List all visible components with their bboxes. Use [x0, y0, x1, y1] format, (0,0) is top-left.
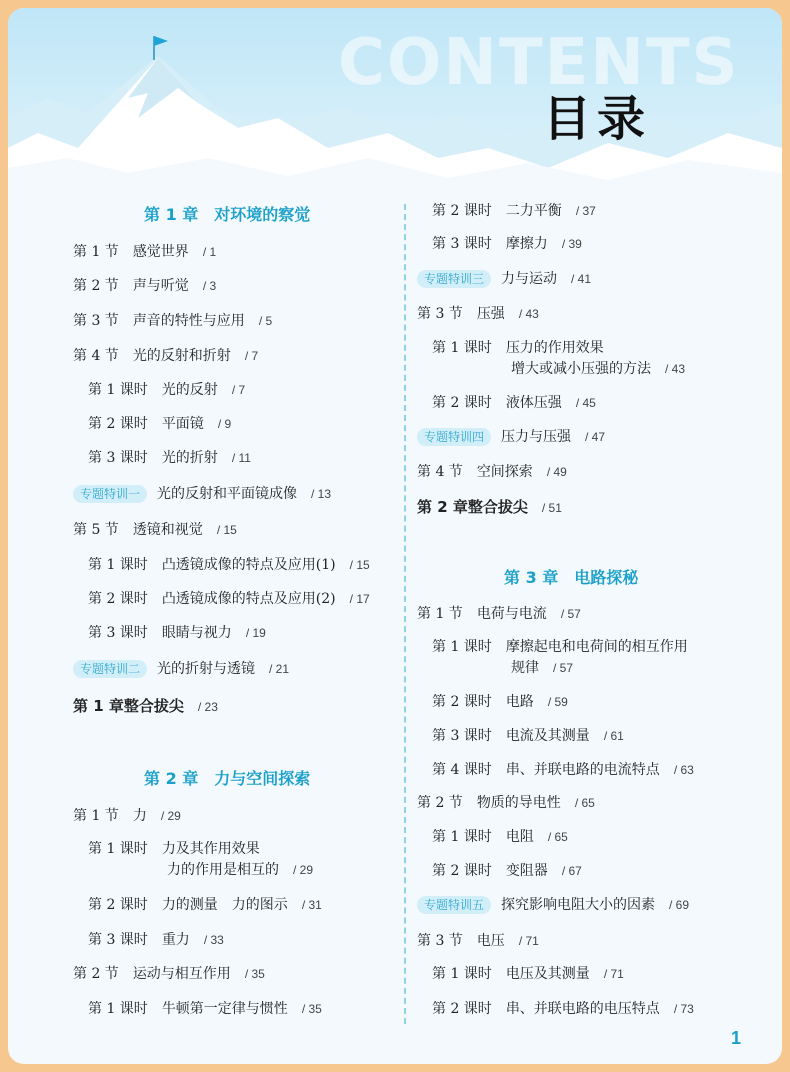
entry-page: / 33 [203, 933, 224, 947]
entry-label: 第 3 课时 [432, 236, 492, 252]
toc-entry[interactable] [73, 243, 216, 261]
toc-entry[interactable] [88, 896, 322, 914]
toc-entry[interactable] [417, 794, 595, 812]
contents-watermark: CONTENTS [338, 26, 740, 100]
entry-page: / 57 [560, 607, 581, 621]
toc-entry[interactable] [432, 235, 582, 253]
chapter-3-heading[interactable] [504, 565, 638, 588]
chapter-label: 第 1 章 [144, 205, 199, 224]
entry-page: / 29 [293, 863, 314, 877]
special-training-badge: 专题特训二 [73, 660, 147, 678]
entry-title: 光的折射与透镜 [157, 661, 256, 677]
toc-entry[interactable] [88, 931, 224, 949]
toc-page [8, 8, 782, 1064]
entry-title: 电压 [476, 933, 505, 949]
entry-page: / 15 [216, 523, 237, 537]
toc-entry-continuation[interactable] [511, 360, 685, 378]
entry-title: 压强 [476, 306, 505, 322]
toc-entry[interactable] [432, 202, 596, 220]
column-divider [404, 204, 406, 1024]
entry-title: 重力 [161, 932, 190, 948]
entry-label: 第 2 节 [73, 278, 119, 294]
toc-entry[interactable] [73, 312, 272, 330]
entry-label: 第 1 课时 [432, 639, 492, 655]
entry-page: / 3 [202, 279, 217, 293]
entry-title: 电阻 [505, 829, 534, 845]
entry-page: / 13 [311, 487, 332, 501]
entry-label: 第 2 节 [73, 966, 119, 982]
entry-page: / 31 [301, 898, 322, 912]
entry-page: / 37 [575, 204, 596, 218]
entry-title: 感觉世界 [132, 244, 189, 260]
chapter-2-heading[interactable] [144, 766, 310, 789]
entry-label: 第 1 课时 [88, 382, 148, 398]
entry-page: / 71 [603, 967, 624, 981]
entry-page: / 35 [244, 967, 265, 981]
toc-entry-continuation[interactable] [167, 861, 313, 879]
entry-title: 第 2 章整合拔尖 [417, 498, 528, 516]
toc-entry[interactable] [432, 638, 688, 656]
chapter-summary-entry[interactable] [73, 697, 218, 716]
toc-entry[interactable] [417, 605, 581, 623]
entry-title: 力与运动 [501, 271, 558, 287]
entry-label: 第 4 节 [417, 464, 463, 480]
entry-page: / 7 [231, 383, 246, 397]
entry-title: 电流及其测量 [505, 728, 590, 744]
entry-label: 第 2 节 [417, 795, 463, 811]
entry-page: / 71 [518, 934, 539, 948]
entry-page: / 49 [546, 465, 567, 479]
toc-entry[interactable] [88, 840, 260, 858]
special-training-entry[interactable] [73, 660, 289, 678]
entry-title: 凸透镜成像的特点及应用(1) [161, 557, 336, 573]
entry-page: / 7 [244, 349, 259, 363]
chapter-label: 第 3 章 [504, 568, 559, 587]
entry-title: 平面镜 [161, 416, 204, 432]
entry-title: 声音的特性与应用 [132, 313, 245, 329]
entry-title: 第 1 章整合拔尖 [73, 697, 184, 715]
toc-entry[interactable] [432, 394, 596, 412]
entry-label: 第 2 课时 [432, 395, 492, 411]
entry-title: 力的作用是相互的 [167, 862, 279, 878]
entry-label: 第 2 课时 [432, 863, 492, 879]
toc-entry[interactable] [432, 1000, 694, 1018]
entry-page: / 63 [673, 763, 694, 777]
entry-title: 增大或减小压强的方法 [511, 361, 651, 377]
toc-entry[interactable] [432, 693, 568, 711]
chapter-title: 电路探秘 [574, 568, 639, 587]
entry-page: / 59 [547, 695, 568, 709]
entry-title: 电压及其测量 [505, 966, 590, 982]
toc-entry[interactable] [73, 807, 181, 825]
entry-title: 力 [132, 808, 147, 824]
entry-title: 摩擦力 [505, 236, 548, 252]
entry-page: / 43 [518, 307, 539, 321]
entry-title: 运动与相互作用 [132, 966, 231, 982]
entry-title: 变阻器 [505, 863, 548, 879]
flag-icon [150, 34, 172, 60]
entry-label: 第 3 课时 [88, 932, 148, 948]
entry-label: 第 3 节 [417, 933, 463, 949]
entry-title: 压力与压强 [501, 429, 572, 445]
special-training-entry[interactable] [417, 896, 689, 914]
entry-label: 第 5 节 [73, 522, 119, 538]
entry-label: 第 1 节 [417, 606, 463, 622]
toc-entry[interactable] [73, 965, 265, 983]
entry-title: 串、并联电路的电压特点 [505, 1001, 660, 1017]
entry-label: 第 3 课时 [88, 450, 148, 466]
entry-page: / 73 [673, 1002, 694, 1016]
toc-entry[interactable] [432, 862, 582, 880]
entry-title: 规律 [511, 660, 539, 676]
toc-entry[interactable] [73, 521, 237, 539]
special-training-entry[interactable] [417, 270, 591, 288]
entry-title: 凸透镜成像的特点及应用(2) [161, 591, 336, 607]
toc-entry[interactable] [432, 727, 624, 745]
special-training-entry[interactable] [417, 428, 605, 446]
toc-entry[interactable] [417, 305, 539, 323]
special-training-entry[interactable] [73, 485, 331, 503]
entry-page: / 17 [349, 592, 370, 606]
entry-title: 光的反射和平面镜成像 [157, 486, 298, 502]
entry-title: 串、并联电路的电流特点 [505, 762, 660, 778]
chapter-title: 对环境的察觉 [214, 205, 311, 224]
entry-label: 第 3 节 [417, 306, 463, 322]
toc-entry[interactable] [432, 761, 694, 779]
entry-title: 电路 [505, 694, 534, 710]
entry-page: / 15 [349, 558, 370, 572]
toc-entry[interactable] [73, 277, 216, 295]
entry-label: 第 2 课时 [88, 591, 148, 607]
toc-entry[interactable] [432, 828, 568, 846]
entry-page: / 5 [258, 314, 273, 328]
entry-title: 物质的导电性 [476, 795, 561, 811]
entry-page: / 11 [231, 451, 251, 465]
entry-page: / 61 [603, 729, 624, 743]
special-training-badge: 专题特训四 [417, 428, 491, 446]
chapter-label: 第 2 章 [144, 769, 199, 788]
entry-page: / 35 [301, 1002, 322, 1016]
chapter-1-heading[interactable] [144, 202, 310, 225]
entry-title: 牛顿第一定律与惯性 [161, 1001, 288, 1017]
entry-label: 第 4 课时 [432, 762, 492, 778]
entry-label: 第 4 节 [73, 348, 119, 364]
entry-page: / 29 [160, 809, 181, 823]
toc-entry[interactable] [88, 624, 266, 642]
toc-entry[interactable] [88, 449, 251, 467]
entry-page: / 21 [269, 662, 290, 676]
toc-entry-continuation[interactable] [511, 659, 573, 677]
entry-title: 压力的作用效果 [505, 340, 604, 356]
entry-page: / 9 [217, 417, 232, 431]
entry-label: 第 2 课时 [88, 416, 148, 432]
entry-title: 摩擦起电和电荷间的相互作用 [505, 639, 688, 655]
toc-entry[interactable] [88, 1000, 322, 1018]
entry-page: / 69 [669, 898, 690, 912]
entry-page: / 57 [553, 661, 574, 675]
entry-label: 第 1 课时 [432, 340, 492, 356]
entry-label: 第 1 课时 [88, 841, 148, 857]
entry-title: 液体压强 [505, 395, 562, 411]
entry-label: 第 2 课时 [432, 694, 492, 710]
entry-page: / 1 [202, 245, 217, 259]
entry-label: 第 2 课时 [432, 203, 492, 219]
entry-page: / 67 [561, 864, 582, 878]
entry-page: / 51 [541, 501, 562, 515]
entry-label: 第 3 课时 [88, 625, 148, 641]
entry-page: / 47 [585, 430, 606, 444]
toc-entry[interactable] [88, 590, 370, 608]
toc-entry[interactable] [73, 347, 258, 365]
special-training-badge: 专题特训五 [417, 896, 491, 914]
entry-page: / 43 [665, 362, 686, 376]
entry-title: 透镜和视觉 [132, 522, 203, 538]
entry-page: / 23 [197, 700, 218, 714]
entry-title: 光的折射 [161, 450, 218, 466]
toc-entry[interactable] [432, 339, 604, 357]
toc-entry[interactable] [417, 463, 567, 481]
toc-entry[interactable] [88, 556, 370, 574]
entry-page: / 41 [571, 272, 592, 286]
page-title: 目录 [543, 91, 652, 147]
entry-title: 光的反射和折射 [132, 348, 231, 364]
entry-title: 力及其作用效果 [161, 841, 260, 857]
toc-entry[interactable] [417, 932, 539, 950]
special-training-badge: 专题特训三 [417, 270, 491, 288]
entry-label: 第 2 课时 [88, 897, 148, 913]
page-number: 1 [731, 1028, 742, 1048]
entry-page: / 39 [561, 237, 582, 251]
entry-label: 第 1 课时 [88, 1001, 148, 1017]
entry-page: / 19 [245, 626, 266, 640]
chapter-title: 力与空间探索 [214, 769, 311, 788]
entry-page: / 45 [575, 396, 596, 410]
entry-page: / 65 [574, 796, 595, 810]
entry-label: 第 1 课时 [432, 829, 492, 845]
chapter-summary-entry[interactable] [417, 498, 562, 517]
entry-label: 第 3 课时 [432, 728, 492, 744]
entry-title: 空间探索 [476, 464, 533, 480]
toc-entry[interactable] [88, 415, 231, 433]
entry-label: 第 1 节 [73, 808, 119, 824]
entry-title: 二力平衡 [505, 203, 562, 219]
entry-label: 第 2 课时 [432, 1001, 492, 1017]
entry-page: / 65 [547, 830, 568, 844]
toc-entry[interactable] [88, 381, 245, 399]
entry-label: 第 1 节 [73, 244, 119, 260]
toc-entry[interactable] [432, 965, 624, 983]
entry-title: 光的反射 [161, 382, 218, 398]
entry-title: 声与听觉 [132, 278, 189, 294]
entry-title: 眼睛与视力 [161, 625, 232, 641]
entry-label: 第 1 课时 [432, 966, 492, 982]
special-training-badge: 专题特训一 [73, 485, 147, 503]
entry-title: 力的测量 力的图示 [161, 897, 288, 913]
entry-title: 探究影响电阻大小的因素 [501, 897, 656, 913]
entry-label: 第 3 节 [73, 313, 119, 329]
entry-label: 第 1 课时 [88, 557, 148, 573]
entry-title: 电荷与电流 [476, 606, 547, 622]
